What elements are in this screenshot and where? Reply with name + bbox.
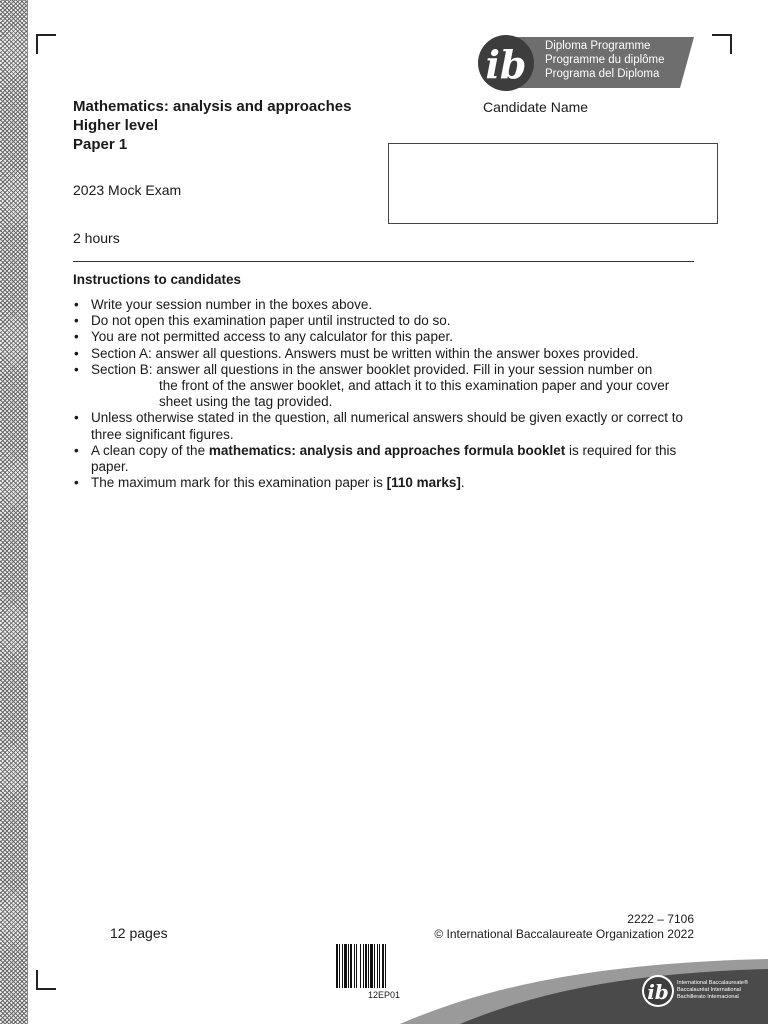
footer-logo-line-1: International Baccalaureate® xyxy=(677,980,749,986)
instruction-item: • Section A: answer all questions. Answers must be written within the answer boxes provided. xyxy=(74,345,639,361)
instruction-item-sig-figs: • Unless otherwise stated in the question, all numerical answers should be given exactly or correct to three significant figures. xyxy=(74,410,684,442)
barcode-bar xyxy=(342,944,343,988)
bullet-icon: • xyxy=(74,329,79,345)
divider xyxy=(73,261,694,262)
bullet-icon: • xyxy=(74,410,79,426)
instructions-heading: Instructions to candidates xyxy=(73,272,242,287)
barcode-bar xyxy=(374,944,375,988)
bullet-icon: • xyxy=(74,361,79,377)
crop-mark-bottom-left xyxy=(36,970,56,990)
instructions-list xyxy=(73,297,698,491)
barcode-bar xyxy=(368,944,369,988)
binding-margin xyxy=(0,0,28,1024)
instruction-item: • Do not open this examination paper until instructed to do so. xyxy=(74,313,451,329)
svg-text:ib: ib xyxy=(647,980,669,1004)
instruction-item: • You are not permitted access to any calculator for this paper. xyxy=(74,329,453,345)
crop-mark-top-left xyxy=(36,34,56,54)
bullet-icon: • xyxy=(74,297,79,312)
level-title: Higher level xyxy=(73,117,159,134)
logo-line-2: Programme du diplôme xyxy=(545,54,665,66)
barcode-bar xyxy=(344,944,347,988)
logo-line-3: Programa del Diploma xyxy=(545,68,660,80)
barcode-bar xyxy=(365,944,367,988)
footer-logo-line-3: Bachillerato Internacional xyxy=(677,994,739,1000)
paper-code: 2222 – 7106 xyxy=(627,912,694,926)
bullet-icon: • xyxy=(74,345,79,361)
page-count: 12 pages xyxy=(110,925,168,941)
instruction-item-booklet: • A clean copy of the mathematics: analysis and approaches formula booklet is required for this paper. xyxy=(74,442,677,475)
footer-logo-line-2: Baccalauréat International xyxy=(677,987,741,993)
barcode-bar xyxy=(363,944,364,988)
barcode-bar xyxy=(370,944,373,988)
barcode-bar xyxy=(356,944,357,988)
copyright: © International Baccalaureate Organization 2022 xyxy=(434,927,694,941)
barcode-bar xyxy=(350,944,352,988)
barcode-bar xyxy=(382,944,384,988)
bullet-icon: • xyxy=(74,475,79,491)
candidate-name-label: Candidate Name xyxy=(483,99,589,115)
subject-title: Mathematics: analysis and approaches xyxy=(73,98,352,115)
instruction-item-section-b: • Section B: answer all questions in the answer booklet provided. Fill in your session number on the front of the answer booklet, and attach it to this examination paper and your cover sheet using the tag provided. xyxy=(74,361,670,410)
instruction-item-max-mark: • The maximum mark for this examination paper is [110 marks]. xyxy=(74,475,465,491)
barcode-bar xyxy=(339,944,340,988)
paper-title: Paper 1 xyxy=(73,136,128,153)
barcode-bar xyxy=(379,944,380,988)
candidate-name-box[interactable] xyxy=(388,143,718,224)
exam-duration: 2 hours xyxy=(73,230,120,246)
barcode-bar xyxy=(377,944,378,988)
bullet-icon: • xyxy=(74,313,79,329)
barcode-bar xyxy=(385,944,386,988)
exam-name: 2023 Mock Exam xyxy=(73,182,182,198)
barcode-label: 12EP01 xyxy=(367,990,401,1000)
barcode-bar xyxy=(336,944,338,988)
bullet-icon: • xyxy=(74,442,79,458)
barcode-bar xyxy=(360,944,361,988)
crop-mark-top-right xyxy=(712,34,732,54)
logo-line-1: Diploma Programme xyxy=(545,40,651,52)
barcode-bar xyxy=(348,944,349,988)
barcode-bar xyxy=(354,944,355,988)
svg-text:ib: ib xyxy=(485,42,527,87)
instruction-item: • Write your session number in the boxes above. xyxy=(74,297,373,312)
